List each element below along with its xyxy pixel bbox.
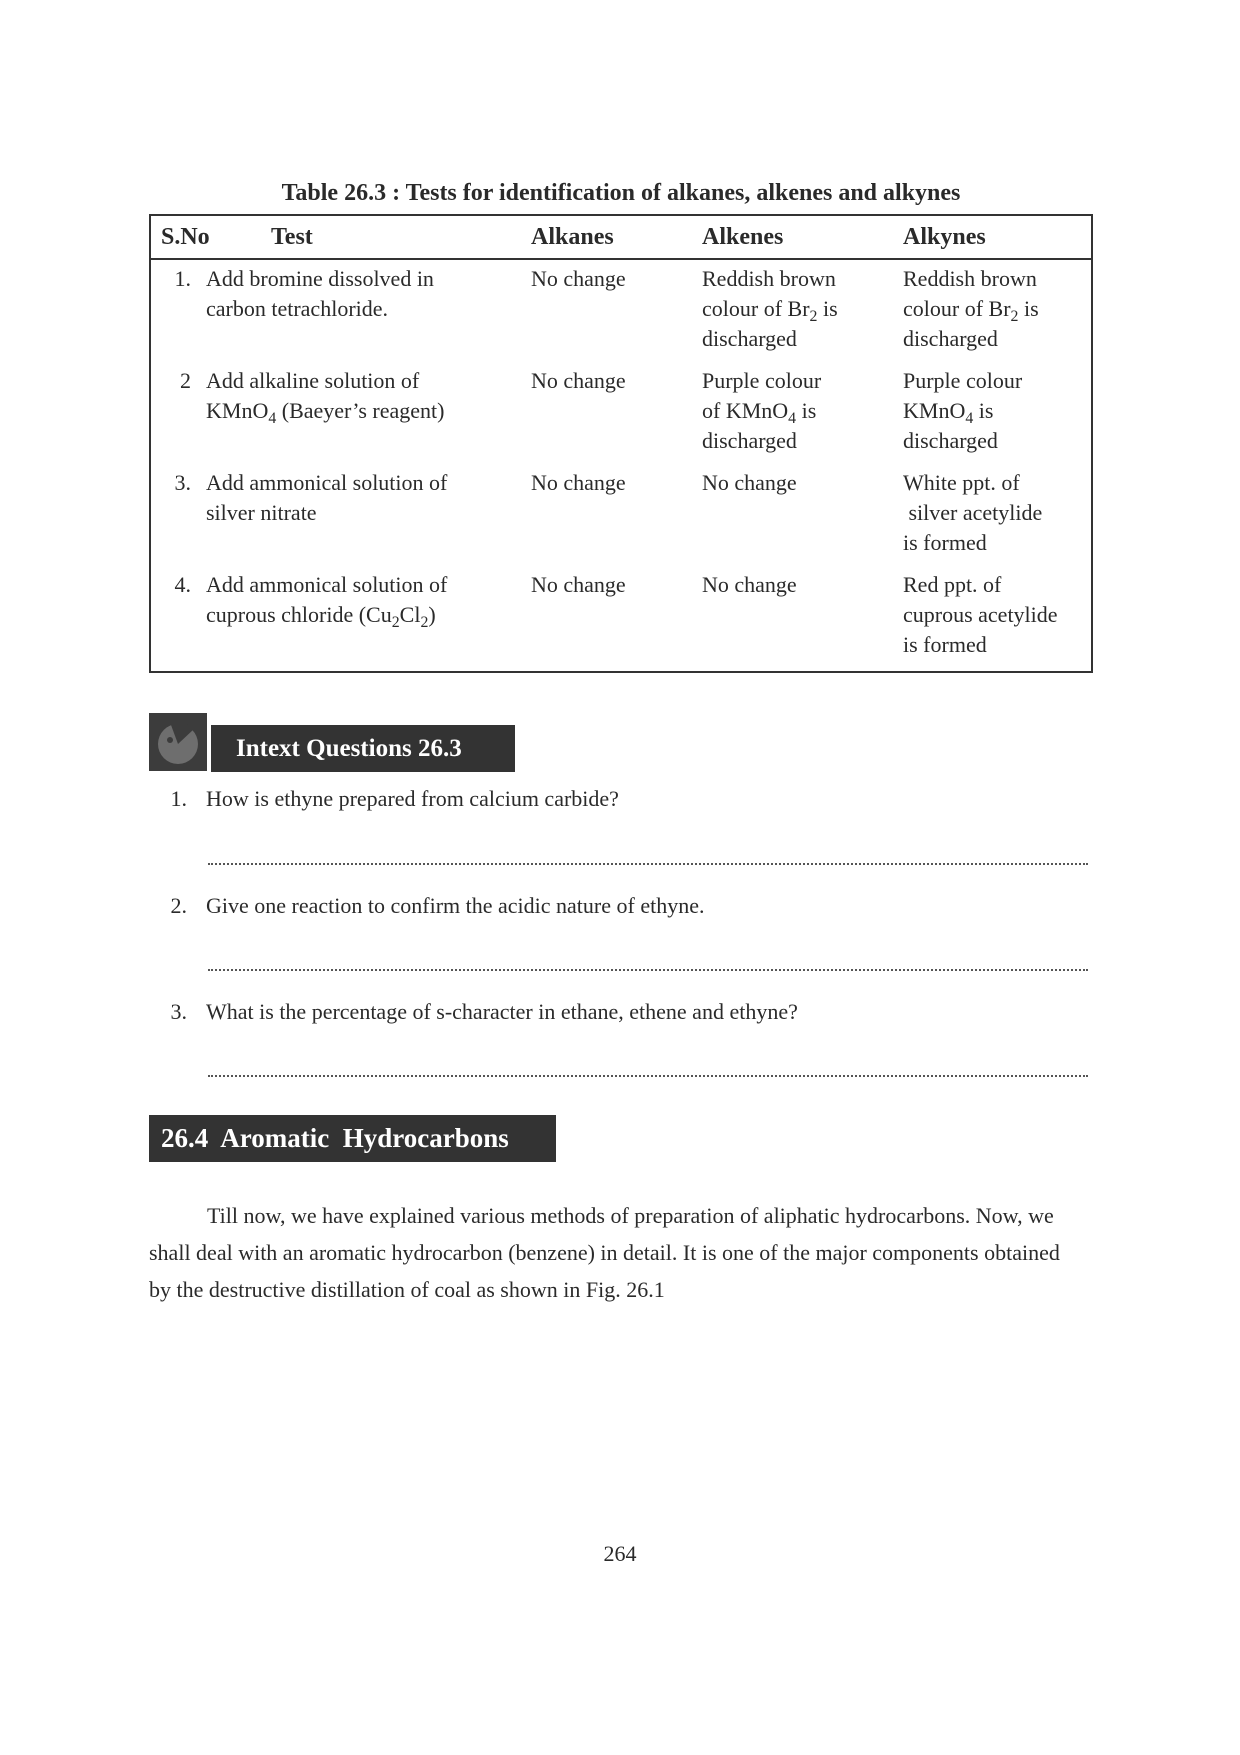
row-3-sno: 3. [174, 470, 191, 495]
header-sno: S.No [161, 224, 210, 250]
intext-questions-icon [149, 713, 207, 771]
question-1-text: How is ethyne prepared from calcium carbide? [206, 786, 619, 811]
row-1-alkynes: Reddish brown colour of $Br_2$ is discharged [903, 266, 1039, 351]
intext-questions-heading: Intext Questions 26.3 [211, 725, 515, 772]
row-1-alkanes: No change [531, 266, 626, 291]
row-4-test: Add ammonical solution of cuprous chloride $(Cu_2Cl_2)$ [206, 572, 448, 631]
row-2-alkenes: Purple colour of KMnO$_4$ is discharged [702, 368, 822, 453]
row-4-alkenes: No change [702, 572, 797, 597]
row-2-alkanes: No change [531, 368, 626, 393]
header-alkanes: Alkanes [531, 224, 614, 250]
answer-line-2[interactable] [208, 969, 1088, 971]
header-rule [151, 258, 1091, 260]
table-title: Table 26.3 : Tests for identification of alkanes, alkenes and alkynes [281, 180, 961, 206]
row-4-alkynes: Red ppt. of cuprous acetylide is formed [903, 572, 1058, 657]
section-heading: 26.4 Aromatic Hydrocarbons [149, 1115, 556, 1162]
answer-line-3[interactable] [208, 1075, 1088, 1077]
row-3-alkynes: White ppt. of silver acetylide is formed [903, 470, 1043, 555]
row-1-sno: 1. [174, 266, 191, 291]
question-2-number: 2. [170, 893, 187, 918]
tests-table [149, 214, 1093, 673]
row-2-sno: 2 [180, 368, 191, 393]
question-1-number: 1. [170, 786, 187, 811]
header-test: Test [271, 224, 313, 250]
row-3-alkanes: No change [531, 470, 626, 495]
header-alkenes: Alkenes [702, 224, 784, 250]
row-1-test: Add bromine dissolved in carbon tetrachloride. [206, 266, 434, 321]
section-paragraph: Till now, we have explained various methods of preparation of aliphatic hydrocarbons. Now, we shall deal with an aromatic hydrocarbon (benzene) in detail. It is one of the major components obtained by the destructive distillation of coal as shown in Fig. 26.1 [149, 1203, 1060, 1302]
question-3-number: 3. [170, 999, 187, 1024]
row-4-sno: 4. [174, 572, 191, 597]
answer-line-1[interactable] [208, 863, 1088, 865]
header-alkynes: Alkynes [903, 224, 986, 250]
question-3-text: What is the percentage of s-character in ethane, ethene and ethyne? [206, 999, 798, 1024]
page-number: 264 [603, 1541, 637, 1566]
row-2-test: Add alkaline solution of KMnO$_4$ (Baeyer’s reagent) [206, 368, 445, 427]
question-2-text: Give one reaction to confirm the acidic nature of ethyne. [206, 893, 705, 918]
row-2-alkynes: Purple colour KMnO$_4$ is discharged [903, 368, 1023, 453]
row-1-alkenes: Reddish brown colour of $Br_2$ is discharged [702, 266, 838, 351]
row-3-test: Add ammonical solution of silver nitrate [206, 470, 448, 525]
row-4-alkanes: No change [531, 572, 626, 597]
row-3-alkenes: No change [702, 470, 797, 495]
